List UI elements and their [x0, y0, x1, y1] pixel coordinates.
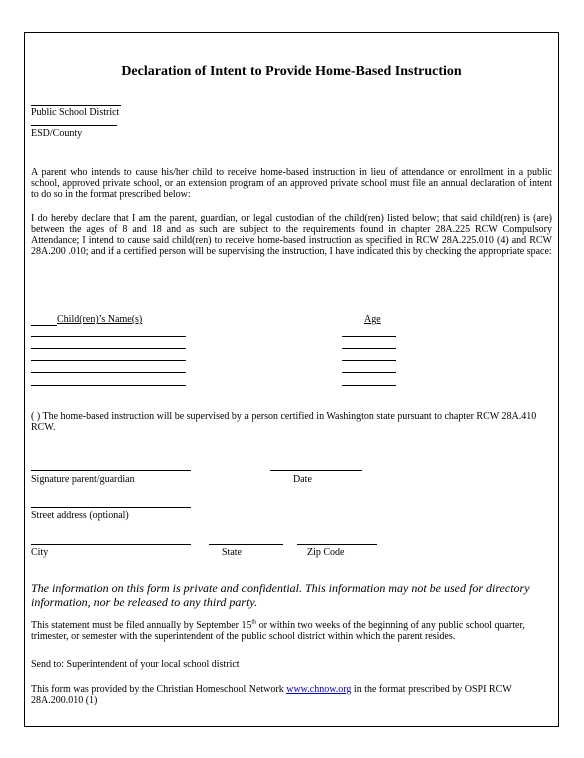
age-line-3[interactable]	[342, 360, 396, 361]
chnow-link[interactable]: www.chnow.org	[286, 684, 352, 695]
signature-line[interactable]	[31, 470, 191, 471]
state-line[interactable]	[209, 544, 283, 545]
age-line-2[interactable]	[342, 348, 396, 349]
child-name-line-5[interactable]	[31, 385, 186, 386]
street-label: Street address (optional)	[31, 510, 129, 521]
age-line-4[interactable]	[342, 372, 396, 373]
child-name-line-4[interactable]	[31, 372, 186, 373]
district-line[interactable]	[31, 105, 121, 106]
filing-requirement	[31, 620, 552, 642]
children-header-underline-lead	[31, 325, 57, 326]
city-label: City	[31, 547, 49, 558]
age-header: Age	[364, 314, 381, 325]
form-title: Declaration of Intent to Provide Home-Based Instruction	[121, 64, 462, 79]
street-line[interactable]	[31, 507, 191, 508]
declaration-paragraph: I do hereby declare that I am the parent, guardian, or legal custodian of the child(ren) listed below; that said child(ren) is (are) between the ages of 8 and 18 and as such are subject to the requirements found in chapter 28A.225 RCW Compulsory Attendance; I intend to cause said child(ren) to receive home-based instruction as specified in RCW 28A.225.010 (4) and RCW 28A.200 .010; and if a certified person will be supervising the instruction, I have indicated this by checking the appropriate space:	[31, 213, 552, 257]
city-line[interactable]	[31, 544, 191, 545]
filing-text-a: This statement must be filed annually by September 15	[31, 620, 252, 631]
provided-text-b: in the format prescribed by OSPI RCW 28A.200.010 (1)	[31, 684, 512, 706]
signature-label: Signature parent/guardian	[31, 474, 135, 485]
child-name-line-2[interactable]	[31, 348, 186, 349]
provided-by	[31, 684, 552, 706]
intro-paragraph: A parent who intends to cause his/her child to receive home-based instruction in lieu of attendance or enrollment in a public school, approved private school, or an extension program of an approved private school must file an annual declaration of intent to do so in the format prescribed below:	[31, 167, 552, 200]
form-page	[24, 32, 559, 727]
children-header: Child(ren)’s Name(s)	[57, 314, 143, 325]
district-label: Public School District	[31, 107, 120, 118]
send-to: Send to: Superintendent of your local school district	[31, 659, 240, 670]
filing-text-b: or within two weeks of the beginning of any public school quarter, trimester, or semester with the superintendent of the public school district within which the parent resides.	[31, 620, 525, 642]
certified-statement	[31, 411, 552, 433]
certified-text: The home-based instruction will be supervised by a person certified in Washington state pursuant to chapter RCW 28A.410 RCW.	[31, 411, 537, 433]
child-name-line-3[interactable]	[31, 360, 186, 361]
privacy-note: The information on this form is private and confidential. This information may not be used for directory information, nor be released to any third party.	[31, 581, 530, 609]
date-line[interactable]	[270, 470, 362, 471]
child-name-line-1[interactable]	[31, 336, 186, 337]
zip-line[interactable]	[297, 544, 377, 545]
esd-line[interactable]	[31, 125, 117, 126]
state-label: State	[222, 547, 242, 558]
age-line-1[interactable]	[342, 336, 396, 337]
filing-superscript: th	[251, 619, 257, 626]
esd-label: ESD/County	[31, 128, 83, 139]
certified-checkbox[interactable]: ( )	[31, 411, 41, 422]
age-line-5[interactable]	[342, 385, 396, 386]
provided-text-a: This form was provided by the Christian Homeschool Network	[31, 684, 287, 695]
zip-label: Zip Code	[307, 547, 345, 558]
date-label: Date	[293, 474, 312, 485]
